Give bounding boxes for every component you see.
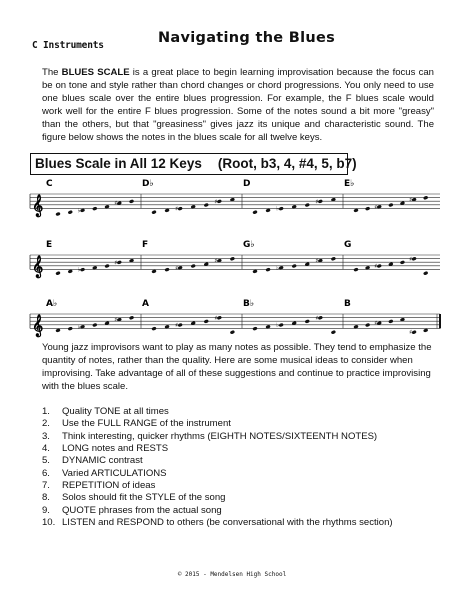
accidental-icon: ♯ <box>409 196 412 204</box>
note-head <box>318 199 323 204</box>
note-head <box>77 266 85 274</box>
note-head <box>204 319 209 324</box>
banner-label: Blues Scale in All 12 Keys <box>35 156 202 171</box>
note-head <box>265 267 270 272</box>
note-head <box>318 316 323 321</box>
accidental-icon: ♯ <box>374 203 378 211</box>
note-head <box>365 323 370 328</box>
accidental-icon: ♯ <box>214 314 218 322</box>
accidental-icon: ♯ <box>409 329 412 337</box>
accidental-icon: ♯ <box>175 322 179 329</box>
note-head <box>353 267 358 272</box>
note-head <box>411 257 416 262</box>
note-head <box>265 208 270 213</box>
note-head <box>164 267 169 272</box>
note-head <box>104 264 109 269</box>
list-item: 2. Use the FULL RANGE of the instrument <box>42 418 231 430</box>
note-head <box>177 206 182 211</box>
accidental-icon: ♯ <box>175 264 179 272</box>
note-head <box>365 206 370 211</box>
note-head <box>377 264 382 269</box>
accidental-icon: ♭ <box>77 323 81 331</box>
accidental-icon: ♯ <box>175 205 179 213</box>
note-head <box>68 210 73 215</box>
key-label: D♭ <box>142 179 154 189</box>
note-head <box>388 203 393 208</box>
key-label: E♭ <box>344 179 355 189</box>
key-label: A <box>142 299 149 309</box>
note-head <box>230 330 235 335</box>
improv-tips-list <box>42 406 442 529</box>
intro-lead: The <box>42 67 62 78</box>
note-head <box>331 330 336 335</box>
note-head <box>129 199 134 204</box>
accidental-icon: ♭ <box>276 205 279 213</box>
note-head <box>423 271 428 276</box>
instrument-label: C Instruments <box>32 40 104 51</box>
accidental-icon: ♯ <box>214 257 218 265</box>
intro-body: is a great place to begin learning improvisation because the focus can be on tone and style rather than chord changes or chord progressions. You only need to use one blues scale over the entire blues progression. For example, the F blues scale would work well for the entire F blues progression. Some of the notes sound a bit more "greasy" than the others, but that "greasiness" gives jazz its unique and characteristic sound. The figure below shows the notes in the blues scale for all twelve keys. <box>42 67 434 144</box>
key-label: E <box>46 240 53 250</box>
note-head <box>151 269 156 274</box>
list-item: 8. Solos should fit the STYLE of the song <box>42 492 226 504</box>
note-head <box>252 210 257 215</box>
accidental-icon: ♯ <box>409 255 412 263</box>
note-head <box>92 323 97 328</box>
key-label: B♭ <box>243 299 255 309</box>
note-head <box>388 319 393 324</box>
note-head <box>164 208 169 213</box>
note-head <box>190 264 195 269</box>
copyright-footer: © 2015 - Mendelsen High School <box>177 571 287 578</box>
note-head <box>177 323 182 328</box>
banner-formula: (Root, b3, 4, #4, 5, b7) <box>217 156 357 171</box>
note-head <box>400 260 405 265</box>
note-head <box>92 206 97 211</box>
accidental-icon: ♯ <box>374 320 378 328</box>
note-head <box>68 326 73 331</box>
accidental-icon: ♯ <box>315 314 319 322</box>
accidental-icon: ♯ <box>214 198 218 206</box>
list-item: 4. LONG notes and RESTS <box>42 443 169 455</box>
accidental-icon: ♭ <box>77 207 81 215</box>
note-head <box>305 203 310 208</box>
intro-term: BLUES SCALE <box>61 67 130 78</box>
key-label: B <box>344 299 351 309</box>
key-label: D <box>243 179 251 189</box>
note-head <box>252 269 257 274</box>
note-head <box>423 196 428 201</box>
note-head <box>411 330 416 335</box>
note-head <box>230 257 235 262</box>
accidental-icon: ♯ <box>114 316 118 324</box>
treble-clef-icon: 𝄞 <box>32 314 44 337</box>
key-label: A♭ <box>46 299 58 309</box>
note-head <box>129 316 134 321</box>
list-item: 7. REPETITION of ideas <box>42 480 156 492</box>
accidental-icon: ♭ <box>276 264 279 272</box>
note-head <box>305 319 310 324</box>
note-head <box>278 206 283 211</box>
list-item: 6. Varied ARTICULATIONS <box>42 467 167 479</box>
note-head <box>291 264 296 269</box>
key-label: G <box>344 240 352 250</box>
note-head <box>151 326 156 331</box>
list-item: 10. LISTEN and RESPOND to others (be conversational with the rhythms section) <box>42 517 393 529</box>
key-label: F <box>142 240 149 250</box>
note-head <box>204 203 209 208</box>
note-head <box>55 212 60 217</box>
key-label: G♭ <box>243 240 255 250</box>
list-item: 5. DYNAMIC contrast <box>42 455 143 467</box>
note-head <box>55 271 60 276</box>
note-head <box>55 328 60 333</box>
note-head <box>217 199 222 204</box>
note-head <box>278 323 283 328</box>
note-head <box>68 269 73 274</box>
note-head <box>217 316 222 321</box>
page-title: Navigating the Blues <box>158 30 336 46</box>
note-head <box>117 260 122 265</box>
note-head <box>252 326 257 331</box>
list-item: 9. QUOTE phrases from the actual song <box>42 504 222 516</box>
treble-clef-icon: 𝄞 <box>32 194 44 217</box>
note-head <box>151 210 156 215</box>
list-item: 1. Quality TONE at all times <box>42 406 169 417</box>
note-head <box>77 207 85 215</box>
treble-clef-icon: 𝄞 <box>32 255 44 278</box>
accidental-icon: ♯ <box>315 198 319 206</box>
note-head <box>331 257 336 262</box>
key-label: C <box>46 179 53 189</box>
list-item: 3. Think interesting, quicker rhythms (EIGHTH NOTES/SIXTEENTH NOTES) <box>42 430 378 442</box>
accidental-icon: ♭ <box>276 322 279 329</box>
accidental-icon: ♭ <box>77 266 81 274</box>
accidental-icon: ♯ <box>315 257 319 265</box>
note-head <box>423 328 428 333</box>
note-head <box>353 208 358 213</box>
improv-advice-paragraph: Young jazz improvisors want to play as many notes as possible. They tend to emphasize the quantity of notes, rather than the quality. Here are some musical ideas to consider when improvising. Take advantage of all of these suggestions and continue to practice improvising with the blues scale. <box>42 342 432 393</box>
accidental-icon: ♯ <box>114 200 118 208</box>
accidental-icon: ♯ <box>114 259 118 267</box>
accidental-icon: ♯ <box>374 263 378 270</box>
